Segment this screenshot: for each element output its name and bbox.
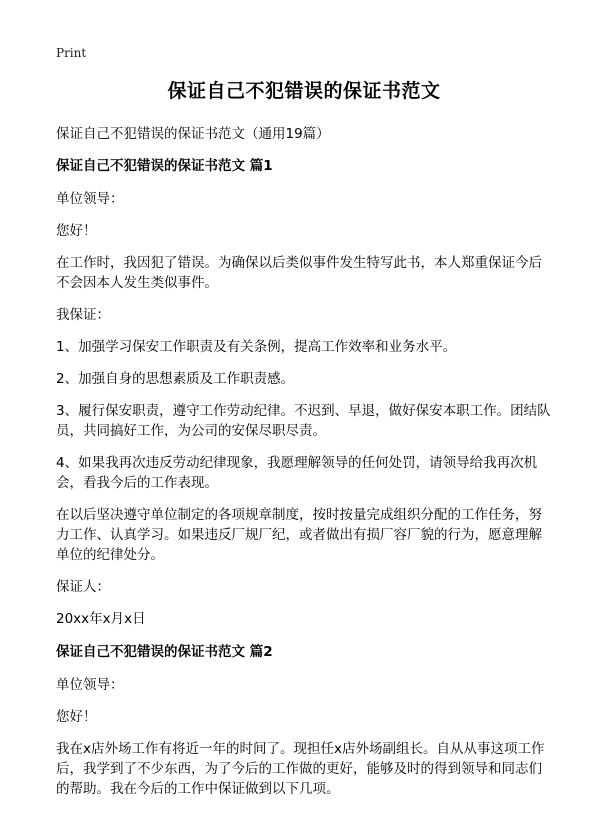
salutation: 单位领导： (56, 677, 124, 693)
document-subtitle: 保证自己不犯错误的保证书范文（通用19篇） (56, 126, 330, 142)
greeting: 您好！ (56, 223, 97, 239)
section-2 (56, 641, 552, 799)
pledge-item-2: 2、加强自身的思想素质及工作职责感。 (56, 371, 295, 387)
closing-paragraph: 在以后坚决遵守单位制定的各项规章制度，按时按量完成组织分配的工作任务，努力工作、认真学习。如果违反厂规厂纪，或者做出有损厂容厂貌的行为，愿意理解单位的纪律处分。 (56, 507, 542, 563)
section-heading: 保证自己不犯错误的保证书范文 篇1 (56, 158, 273, 174)
intro-paragraph: 我在x店外场工作有将近一年的时间了。现担任x店外场副组长。自从从事这项工作后，我学到了不少东西，为了今后的工作做的更好，能够及时的得到领导和同志们的帮助。我在今后的工作中保证做到以下几项。 (56, 741, 545, 797)
print-link[interactable]: Print (56, 46, 87, 60)
section-heading: 保证自己不犯错误的保证书范文 篇2 (56, 644, 273, 660)
pledge-item-4: 4、如果我再次违反劳动纪律现象，我愿理解领导的任何处罚，请领导给我再次机会，看我今后的工作表现。 (56, 455, 538, 491)
date-line: 20xx年x月x日 (56, 611, 146, 627)
signer-label: 保证人： (56, 579, 110, 595)
intro-paragraph: 在工作时，我因犯了错误。为确保以后类似事件发生特写此书，本人郑重保证今后不会因本人发生类似事件。 (56, 255, 542, 291)
document-page (56, 76, 552, 811)
pledge-label: 我保证： (56, 307, 110, 323)
document-title: 保证自己不犯错误的保证书范文 (167, 80, 441, 102)
pledge-item-3: 3、履行保安职责，遵守工作劳动纪律。不迟到、早退，做好保安本职工作。团结队员，共同搞好工作，为公司的安保尽职尽责。 (56, 403, 551, 439)
section-1 (56, 155, 552, 629)
pledge-item-1: 1、加强学习保安工作职责及有关条例，提高工作效率和业务水平。 (56, 339, 457, 355)
salutation: 单位领导： (56, 191, 124, 207)
greeting: 您好！ (56, 709, 97, 725)
